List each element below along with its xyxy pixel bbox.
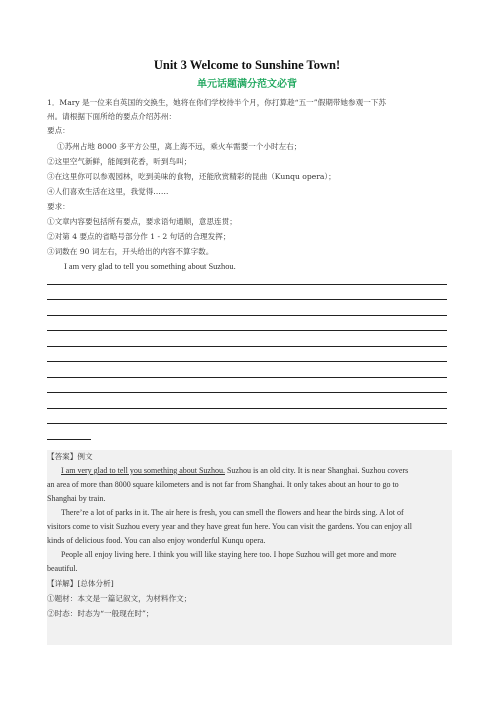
analysis-label: 【详解】[总体分析] [47,579,114,588]
writing-line [47,285,447,301]
point-item: ②这里空气新鲜，能闻到花香，听到鸟叫； [47,157,192,166]
writing-line [47,378,447,394]
answer-line: beautiful. [47,564,78,573]
writing-line [47,316,447,332]
requirement-item: ②对第 4 要点的省略号部分作 1 - 2 句话的合理发挥； [47,232,231,241]
writing-line [47,300,447,316]
writing-line-end [47,439,91,440]
writing-line [47,331,447,347]
task-intro-line1: 1．Mary 是一位来自英国的交换生，她将在你们学校待半个月，你打算趁“五一”假期带她参观一下苏 [47,98,386,107]
requirements-label: 要求： [47,202,70,211]
answer-p1-rest: Suzhou is an old city. It is near Shanghai. Suzhou covers [224,466,409,475]
answer-paragraph-1-line-1 [61,464,447,478]
requirement-item: ③词数在 90 词左右，开头给出的内容不算字数。 [47,247,214,256]
answer-line: visitors come to visit Suzhou every year and they have great fun here. You can visit the gardens. You can enjoy all [47,522,413,531]
answer-label: 【答案】例文 [47,452,93,461]
analysis-item: ②时态：时态为“一般现在时”； [47,609,154,618]
answer-line: People all enjoy living here. I think you will like staying here too. I hope Suzhou will get more and more [61,550,397,559]
requirement-item: ①文章内容要包括所有要点，要求语句通顺，意思连贯； [47,217,237,226]
point-item: ④人们喜欢生活在这里，我觉得…… [47,187,169,196]
answer-line: There’re a lot of parks in it. The air here is fresh, you can smell the flowers and hear the birds sing. A lot of [61,508,404,517]
answer-opening-underlined: I am very glad to tell you something about Suzhou. [61,466,225,475]
answer-line: Shanghai by train. [47,494,106,503]
answer-line: kinds of delicious food. You can also enjoy wonderful Kunqu opera. [47,536,266,545]
answer-line: an area of more than 8000 square kilometers and is not far from Shanghai. It only takes about an hour to go to [47,480,399,489]
analysis-item: ①题材：本文是一篇记叙文，为材料作文； [47,594,192,603]
page-subtitle: 单元话题满分范文必背 [197,79,297,90]
task-intro-line2: 州。请根据下面所给的要点介绍苏州： [47,112,177,121]
page-title: Unit 3 Welcome to Sunshine Town! [153,58,341,72]
writing-line [47,269,447,285]
writing-line [47,362,447,378]
writing-line [47,409,447,425]
writing-line [47,393,447,409]
essay-opening: I am very glad to tell you something about Suzhou. [64,262,236,271]
writing-line [47,347,447,363]
point-item: ③在这里你可以参观园林，吃到美味的食物，还能欣赏精彩的昆曲（Kunqu opera）； [47,172,336,181]
point-item: ①苏州占地 8000 多平方公里，离上海不远，乘火车需要一个小时左右； [57,142,302,151]
writing-lines [47,269,447,440]
points-label: 要点： [47,126,70,135]
answer-box [47,450,452,645]
